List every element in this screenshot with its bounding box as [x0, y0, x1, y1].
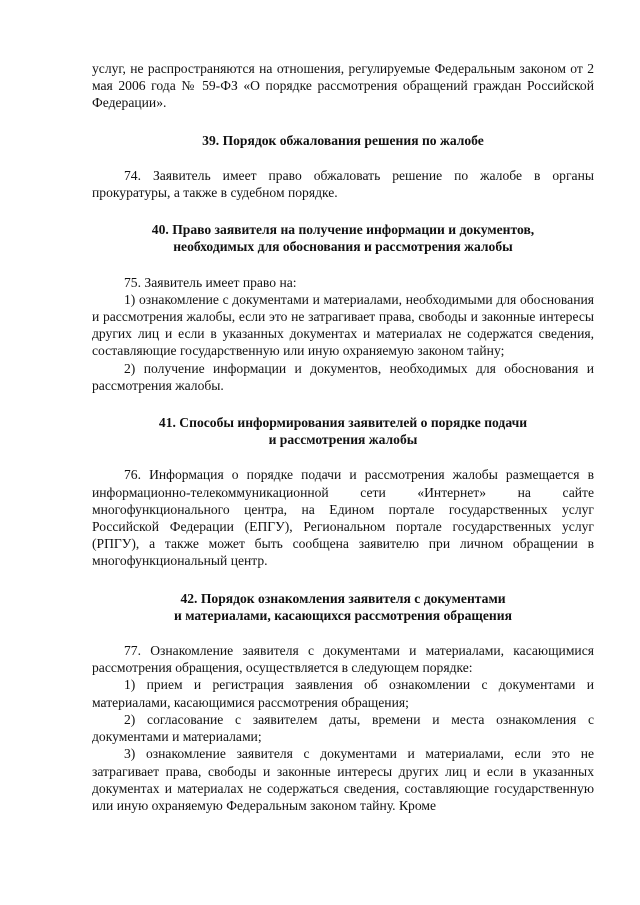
- section-40-heading-line1: 40. Право заявителя на получение информации и документов,: [151, 222, 535, 238]
- paragraph-77: 77. Ознакомление заявителя с документами и материалами, касающимися рассмотрения обращения, осуществляется в следующем порядке:: [92, 643, 594, 676]
- section-40-heading-line2: необходимых для обоснования и рассмотрения жалобы: [173, 239, 513, 255]
- document-page: [92, 60, 594, 814]
- paragraph-74: 74. Заявитель имеет право обжаловать решение по жалобе в органы прокуратуры, а также в судебном порядке.: [92, 167, 594, 201]
- paragraph-77-item-2: 2) согласование с заявителем даты, времени и места ознакомления с документами и материалами;: [92, 711, 594, 745]
- section-39-heading: 39. Порядок обжалования решения по жалобе: [202, 132, 484, 148]
- paragraph-77-item-1: 1) прием и регистрация заявления об ознакомлении с документами и материалами, касающимися рассмотрения обращения;: [92, 677, 594, 710]
- section-40-heading: [92, 221, 594, 255]
- section-41-heading-line1: 41. Способы информирования заявителей о порядке подачи: [158, 415, 528, 431]
- paragraph-75-item-2: 2) получение информации и документов, необходимых для обоснования и рассмотрения жалобы.: [92, 360, 594, 393]
- paragraph-75: 75. Заявитель имеет право на:: [124, 274, 297, 290]
- paragraph-76: 76. Информация о порядке подачи и рассмотрения жалобы размещается в информационно-телекоммуникационной сети «Интернет» на сайте многофункционального центра, на Едином портале государственных услуг Российской Федерации (ЕПГУ), Региональном портале государственных услуг (РПГУ), а также может быть сообщена заявителю при личном обращении в многофункциональный центр.: [92, 467, 594, 569]
- section-41-heading-line2: и рассмотрения жалобы: [268, 432, 418, 448]
- intro-paragraph: услуг, не распространяются на отношения, регулируемые Федеральным законом от 2 мая 2006 года № 59-ФЗ «О порядке рассмотрения обращений граждан Российской Федерации».: [92, 61, 594, 111]
- paragraph-77-item-3: 3) ознакомление заявителя с документами и материалами, если это не затрагивает права, свободы и законные интересы других лиц и если в указанных документах и материалах не содержаться сведения, составляющие государственную или иную охраняемую Федеральным законом тайну. Кроме: [92, 746, 594, 813]
- section-42-heading-line1: 42. Порядок ознакомления заявителя с документами: [180, 590, 506, 606]
- section-42-heading: [92, 590, 594, 624]
- paragraph-75-item-1: 1) ознакомление с документами и материалами, необходимыми для обоснования и рассмотрения жалобы, если это не затрагивает права, свободы и законные интересы других лиц и если в указанных документах и материалах не содержатся сведения, составляющие государственную или иную охраняемую законом тайну;: [92, 291, 594, 359]
- section-42-heading-line2: и материалами, касающихся рассмотрения обращения: [174, 607, 512, 623]
- section-41-heading: [92, 414, 594, 448]
